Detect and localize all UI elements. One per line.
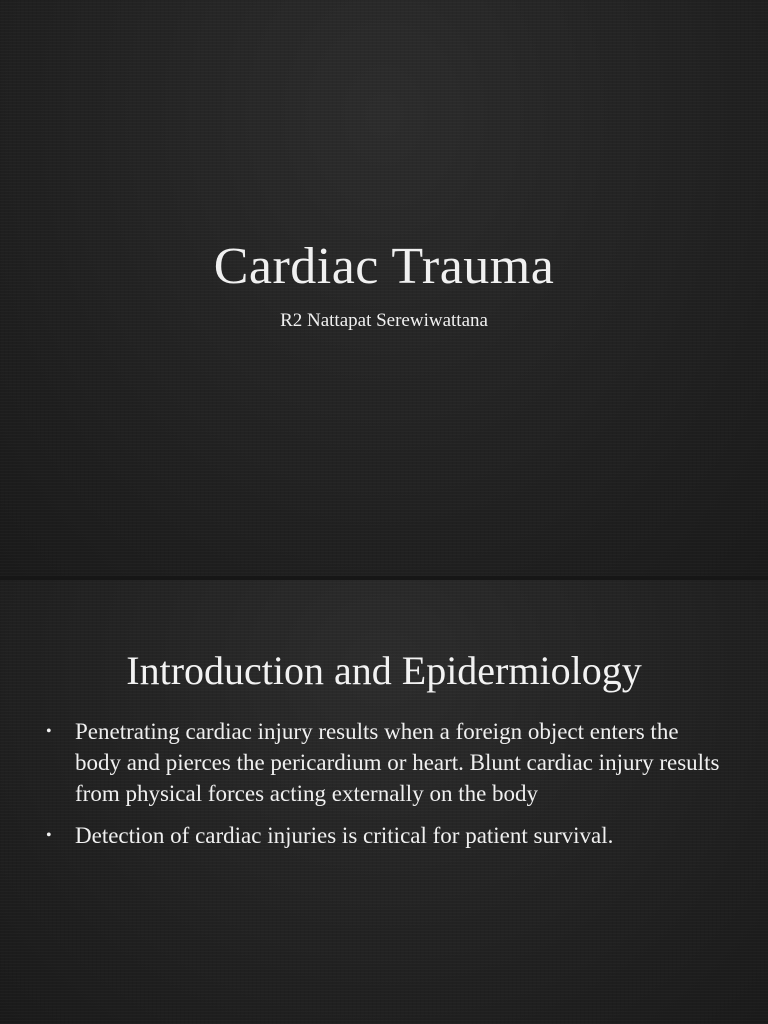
bullet-icon: •: [46, 827, 52, 844]
bullet-item: [46, 820, 726, 851]
bullet-text: Penetrating cardiac injury results when a foreign object enters the body and pierces the pericardium or heart. Blunt cardiac injury results from physical forces acting externally on the body: [75, 719, 720, 806]
bullet-text: Detection of cardiac injuries is critical for patient survival.: [75, 823, 614, 848]
bullet-item: [46, 716, 726, 809]
bullet-list: [46, 716, 726, 862]
slide-title: Cardiac Trauma: [213, 238, 555, 295]
bullet-icon: •: [46, 723, 52, 740]
section-title: Introduction and Epidermiology: [126, 648, 642, 693]
slide-subtitle: R2 Nattapat Serewiwattana: [280, 310, 488, 331]
content-slide: [0, 580, 768, 1024]
